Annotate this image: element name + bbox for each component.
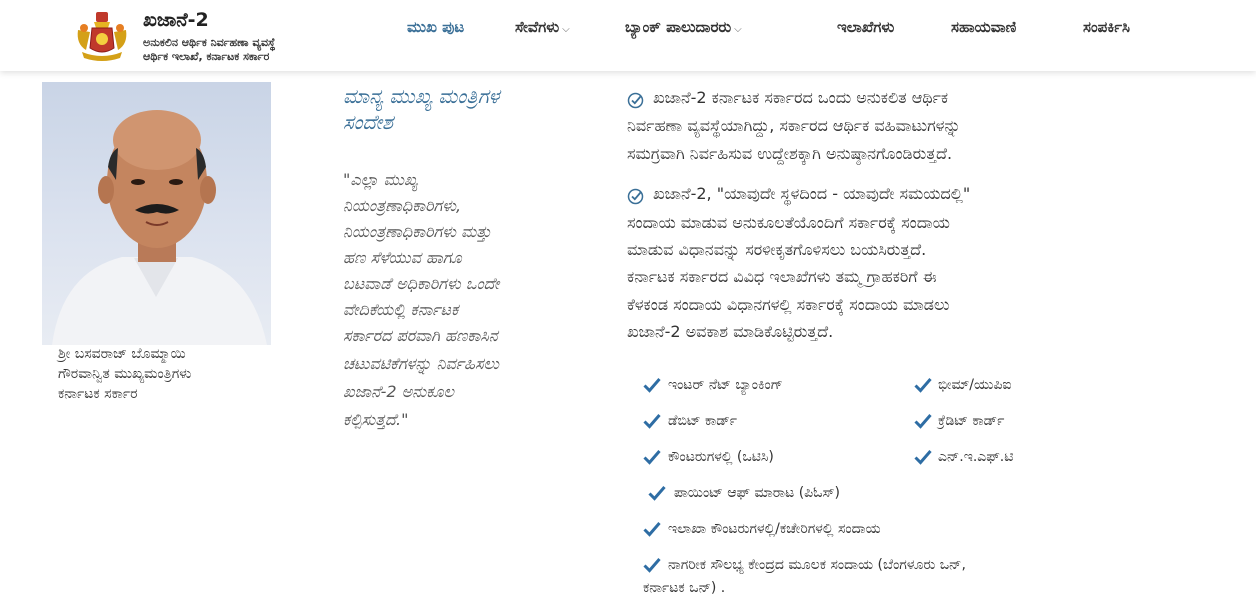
intro-paragraph-line: ಕರ್ನಾಟಕ ಸರ್ಕಾರದ ವಿವಿಧ ಇಲಾಖೆಗಳು ತಮ್ಮ ಗ್ರಾಹಕರಿಗೆ ಈ — [627, 267, 937, 286]
nav-helpline-label: ಸಹಾಯವಾಣಿ — [951, 18, 1017, 36]
checkmark-icon — [914, 413, 932, 429]
brand-title[interactable]: ಖಜಾನೆ-2 — [143, 9, 209, 31]
checkmark-icon — [643, 449, 661, 465]
service-internet-banking: ಇಂಟರ್ ನೆಟ್ ಬ್ಯಾಂಕಿಂಗ್ — [668, 377, 783, 393]
checkmark-icon — [643, 521, 661, 537]
service-credit-card: ಕ್ರೆಡಿಟ್ ಕಾರ್ಡ್ — [938, 413, 1005, 429]
site-header — [0, 0, 1256, 71]
message-line: ನಿಯಂತ್ರಣಾಧಿಕಾರಿಗಳು ಮತ್ತು — [343, 222, 492, 241]
service-debit-card: ಡೆಬಿಟ್ ಕಾರ್ಡ್ — [668, 413, 737, 429]
nav-departments[interactable] — [837, 18, 894, 40]
intro-paragraph-line: ಖಜಾನೆ-2 ಅವಕಾಶ ಮಾಡಿಕೊಟ್ಟಿರುತ್ತದೆ. — [627, 322, 834, 341]
nav-home[interactable] — [407, 18, 464, 40]
message-title: ಸಂದೇಶ — [343, 110, 393, 134]
message-line: ಖಜಾನೆ-2 ಅನುಕೂಲ — [343, 382, 454, 401]
brand-department: ಆರ್ಥಿಕ ಇಲಾಖೆ, ಕರ್ನಾಟಕ ಸರ್ಕಾರ — [143, 50, 270, 63]
checkmark-icon — [643, 557, 661, 573]
brand-subtitle: ಅನುಕಲಿನ ಆರ್ಥಿಕ ನಿರ್ವಹಣಾ ವ್ಯವಸ್ಥೆ — [143, 36, 276, 49]
intro-paragraph-line: ಮಾಡುವ ವಿಧಾನವನ್ನು ಸರಳೀಕೃತಗೊಳಿಸಲು ಬಯಸಿರುತ್ತದೆ. — [627, 240, 927, 259]
nav-services[interactable] — [515, 18, 570, 40]
checkmark-icon — [643, 413, 661, 429]
chief-minister-photo — [42, 82, 271, 345]
message-line: "ಎಲ್ಲಾ ಮುಖ್ಯ — [343, 170, 418, 189]
nav-departments-label: ಇಲಾಖೆಗಳು — [837, 18, 895, 36]
photo-caption-title: ಗೌರವಾನ್ವಿತ ಮುಖ್ಯಮಂತ್ರಿಗಳು — [58, 366, 192, 382]
chevron-down-icon: ⌵ — [562, 24, 570, 35]
message-line: ಬಟವಾಡೆ ಅಧಿಕಾರಿಗಳು ಒಂದೇ — [343, 274, 500, 293]
intro-paragraph-line: ಕೆಳಕಂಡ ಸಂದಾಯ ವಿಧಾನಗಳಲ್ಲಿ ಸರ್ಕಾರಕ್ಕೆ ಸಂದಾಯ ಮಾಡಲು — [627, 295, 950, 314]
checkmark-icon — [643, 377, 661, 393]
karnataka-emblem-logo[interactable] — [72, 10, 132, 62]
nav-helpline[interactable] — [951, 18, 1016, 40]
nav-contact-label: ಸಂಪರ್ಕಿಸಿ — [1083, 18, 1130, 36]
message-line: ಹಣ ಸೆಳೆಯುವ ಹಾಗೂ — [343, 248, 462, 267]
service-bhim-upi: ಭೀಮ್/ಯುಪಿಐ — [938, 377, 1012, 393]
intro-paragraph-line: ಸಮಗ್ರವಾಗಿ ನಿರ್ವಹಿಸುವ ಉದ್ದೇಶಕ್ಕಾಗಿ ಅನುಷ್ಠಾನಗೊಂಡಿರುತ್ತದೆ. — [627, 144, 953, 163]
message-line: ವೇದಿಕೆಯಲ್ಲಿ ಕರ್ನಾಟಕ — [343, 300, 459, 319]
photo-caption-name: ಶ್ರೀ ಬಸವರಾಜ್ ಬೊಮ್ಮಾಯಿ — [58, 346, 186, 362]
service-neft: ಎನ್.ಇ.ಎಫ್.ಟಿ — [938, 449, 1014, 465]
message-line: ಕಲ್ಪಿಸುತ್ತದೆ." — [343, 410, 409, 429]
nav-bank-partners[interactable] — [625, 18, 742, 40]
nav-bank-partners-label: ಬ್ಯಾಂಕ್ ಪಾಲುದಾರರು — [625, 18, 732, 36]
message-line: ಚಟುವಟಿಕೆಗಳನ್ನು ನಿರ್ವಹಿಸಲು — [343, 354, 499, 373]
nav-services-label: ಸೇವೆಗಳು — [515, 18, 560, 36]
service-pos: ಪಾಯಿಂಟ್ ಆಫ್ ಮಾರಾಟ (ಪಿಓಸ್) — [674, 485, 840, 501]
intro-paragraph-line: ಖಜಾನೆ-2 ಕರ್ನಾಟಕ ಸರ್ಕಾರದ ಒಂದು ಅನುಕಲಿತ ಆರ್ಥಿಕ — [653, 88, 949, 107]
intro-paragraph-line: ಸಂದಾಯ ಮಾಡುವ ಅನುಕೂಲತೆಯೊಂದಿಗೆ ಸರ್ಕಾರಕ್ಕೆ ಸಂದಾಯ — [627, 213, 950, 232]
nav-contact[interactable] — [1083, 18, 1130, 40]
message-line: ನಿಯಂತ್ರಣಾಧಿಕಾರಿಗಳು, — [343, 196, 462, 215]
check-circle-icon — [627, 188, 644, 205]
service-dept-counters: ಇಲಾಖಾ ಕೌಂಟರುಗಳಲ್ಲಿ/ಕಚೇರಿಗಳಲ್ಲಿ ಸಂದಾಯ — [668, 521, 881, 537]
message-line: ಸರ್ಕಾರದ ಪರವಾಗಿ ಹಣಕಾಸಿನ — [343, 326, 498, 345]
intro-paragraph-line: ಖಜಾನೆ-2, "ಯಾವುದೇ ಸ್ಥಳದಿಂದ - ಯಾವುದೇ ಸಮಯದಲ್ಲಿ" — [653, 184, 971, 203]
checkmark-icon — [914, 449, 932, 465]
service-citizen-centres: ನಾಗರೀಕ ಸೌಲಭ್ಯ ಕೇಂದ್ರದ ಮೂಲಕ ಸಂದಾಯ (ಬೆಂಗಳೂರು ಒನ್, — [668, 557, 966, 573]
intro-paragraph-line: ನಿರ್ವಹಣಾ ವ್ಯವಸ್ಥೆಯಾಗಿದ್ದು, ಸರ್ಕಾರದ ಆರ್ಥಿಕ ವಹಿವಾಟುಗಳನ್ನು — [627, 116, 961, 135]
service-citizen-centres-cont: ಕರ್ನಾಟಕ ಒನ್) . — [643, 580, 726, 596]
nav-home-label: ಮುಖ ಪುಟ — [407, 18, 465, 36]
service-otc: ಕೌಂಟರುಗಳಲ್ಲಿ (ಒಟಿಸಿ) — [668, 449, 774, 465]
message-title: ಮಾನ್ಯ ಮುಖ್ಯ ಮಂತ್ರಿಗಳ — [343, 84, 500, 108]
checkmark-icon — [914, 377, 932, 393]
checkmark-icon — [648, 485, 666, 501]
photo-caption-govt: ಕರ್ನಾಟಕ ಸರ್ಕಾರ — [58, 386, 138, 402]
check-circle-icon — [627, 92, 644, 109]
chevron-down-icon: ⌵ — [734, 24, 742, 35]
